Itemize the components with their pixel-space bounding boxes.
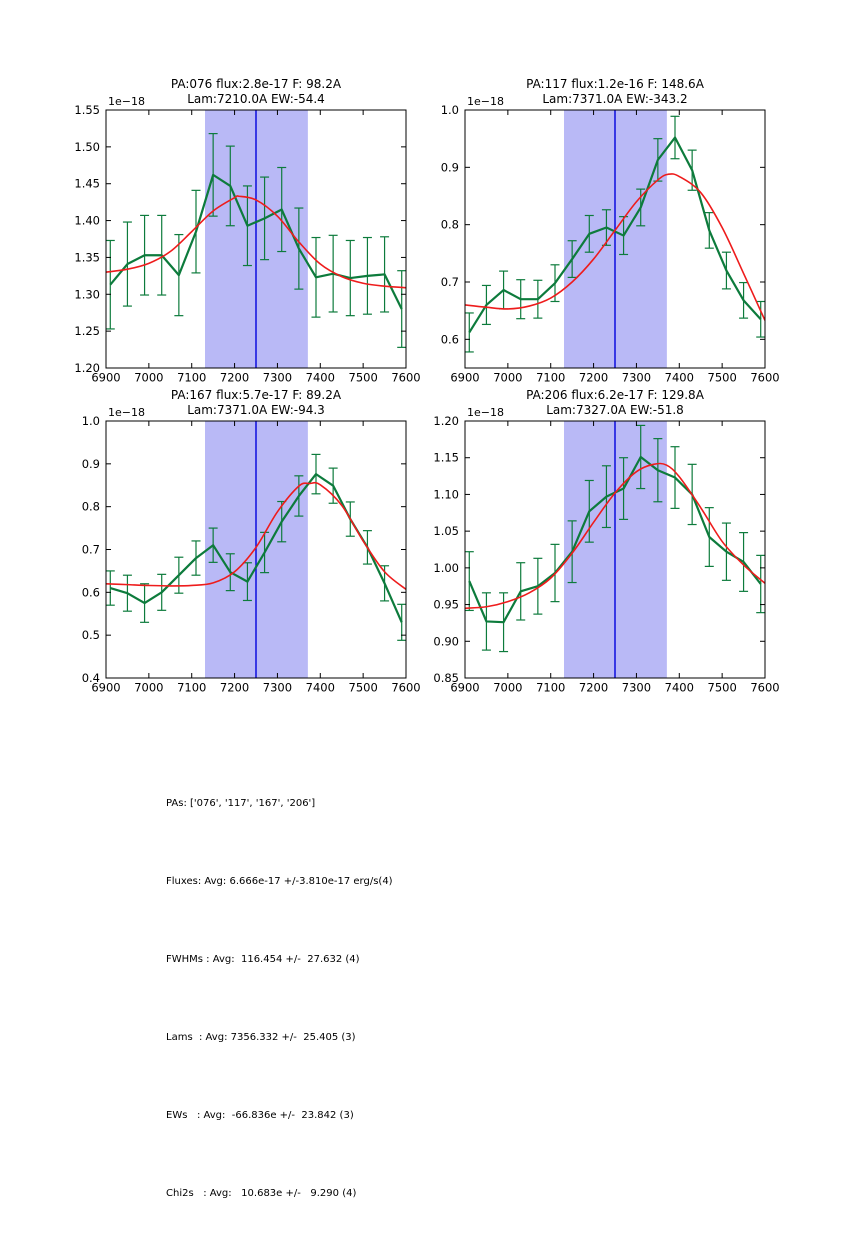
x-tick-label: 7100 [177, 680, 207, 695]
x-tick-label: 7500 [707, 370, 737, 385]
x-tick-label: 7600 [391, 370, 421, 385]
y-tick-label: 1.0 [81, 414, 100, 428]
y-tick-label: 0.9 [440, 160, 459, 175]
y-tick-label: 0.8 [440, 217, 459, 232]
summary-line-fluxes: Fluxes: Avg: 6.666e-17 +/-3.810e-17 erg/s(4) [166, 876, 393, 887]
subplot-pa076 [74, 77, 420, 385]
summary-block [166, 739, 393, 1259]
y-tick-label: 1.50 [74, 139, 100, 154]
x-tick-label: 7000 [493, 680, 523, 695]
subplot-pa167 [82, 388, 421, 695]
x-tick-label: 7500 [348, 680, 378, 695]
y-tick-label: 1.30 [74, 287, 100, 302]
axis-offset-label: 1e−18 [108, 95, 145, 108]
x-tick-label: 7300 [621, 370, 652, 385]
y-tick-label: 0.95 [433, 597, 459, 612]
y-tick-label: 1.40 [74, 213, 100, 228]
y-tick-label: 0.7 [440, 275, 459, 289]
y-tick-label: 1.20 [433, 414, 459, 428]
y-tick-label: 0.5 [81, 628, 100, 643]
y-tick-label: 0.90 [433, 634, 459, 649]
x-tick-label: 6900 [91, 680, 121, 695]
y-tick-label: 0.8 [81, 499, 100, 514]
y-tick-label: 0.7 [81, 542, 100, 557]
x-tick-label: 7400 [305, 680, 335, 695]
subplot-pa206 [433, 388, 779, 695]
axis-offset-label: 1e−18 [108, 406, 145, 419]
x-tick-label: 7200 [578, 370, 609, 385]
y-tick-label: 1.10 [433, 487, 459, 502]
x-tick-label: 7200 [219, 680, 250, 695]
plot-title: PA:117 flux:1.2e-16 F: 148.6A [526, 77, 704, 91]
x-tick-label: 7400 [664, 370, 694, 385]
y-tick-label: 1.35 [74, 250, 100, 265]
plot-title: PA:206 flux:6.2e-17 F: 129.8A [526, 388, 704, 402]
x-tick-label: 6900 [450, 370, 480, 385]
y-tick-label: 0.9 [81, 456, 100, 471]
y-tick-label: 1.15 [433, 450, 459, 465]
y-tick-label: 1.45 [74, 176, 100, 191]
plot-subtitle: Lam:7371.0A EW:-94.3 [187, 403, 325, 417]
x-tick-label: 7200 [219, 370, 250, 385]
x-tick-label: 7100 [536, 680, 566, 695]
x-tick-label: 6900 [450, 680, 480, 695]
x-tick-label: 7400 [305, 370, 335, 385]
plot-title: PA:076 flux:2.8e-17 F: 98.2A [170, 77, 342, 91]
x-tick-label: 7400 [664, 680, 694, 695]
plot-subtitle: Lam:7210.0A EW:-54.4 [187, 92, 325, 106]
y-tick-label: 0.85 [433, 671, 459, 685]
x-tick-label: 6900 [91, 370, 121, 385]
x-tick-label: 7300 [262, 680, 293, 695]
x-tick-label: 7300 [262, 370, 293, 385]
y-tick-label: 1.20 [74, 361, 100, 375]
x-tick-label: 7200 [578, 680, 609, 695]
x-tick-label: 7300 [621, 680, 652, 695]
y-tick-label: 0.6 [81, 585, 100, 600]
y-tick-label: 1.25 [74, 324, 100, 339]
summary-line-lams: Lams : Avg: 7356.332 +/- 25.405 (3) [166, 1032, 356, 1043]
x-tick-label: 7100 [177, 370, 207, 385]
x-tick-label: 7600 [391, 680, 421, 695]
plot-subtitle: Lam:7327.0A EW:-51.8 [546, 403, 684, 417]
x-tick-label: 7600 [750, 370, 780, 385]
x-tick-label: 7500 [707, 680, 737, 695]
x-tick-label: 7500 [348, 370, 378, 385]
summary-line-fwhms: FWHMs : Avg: 116.454 +/- 27.632 (4) [166, 954, 360, 965]
x-tick-label: 7000 [493, 370, 523, 385]
summary-line-pas: PAs: ['076', '117', '167', '206'] [166, 798, 316, 809]
x-tick-label: 7000 [134, 370, 164, 385]
x-tick-label: 7000 [134, 680, 164, 695]
x-tick-label: 7600 [750, 680, 780, 695]
y-tick-label: 0.6 [440, 332, 459, 347]
summary-line-ews: EWs : Avg: -66.836e +/- 23.842 (3) [166, 1110, 354, 1121]
plot-title: PA:167 flux:5.7e-17 F: 89.2A [170, 388, 342, 402]
y-tick-label: 0.4 [81, 671, 100, 685]
y-tick-label: 1.0 [440, 103, 459, 117]
plot-subtitle: Lam:7371.0A EW:-343.2 [542, 92, 688, 106]
axis-offset-label: 1e−18 [467, 406, 504, 419]
subplot-pa117 [441, 77, 780, 385]
x-tick-label: 7100 [536, 370, 566, 385]
summary-line-chi2s: Chi2s : Avg: 10.683e +/- 9.290 (4) [166, 1188, 357, 1199]
axis-offset-label: 1e−18 [467, 95, 504, 108]
y-tick-label: 1.05 [433, 524, 459, 539]
y-tick-label: 1.00 [433, 560, 459, 575]
y-tick-label: 1.55 [74, 103, 100, 117]
